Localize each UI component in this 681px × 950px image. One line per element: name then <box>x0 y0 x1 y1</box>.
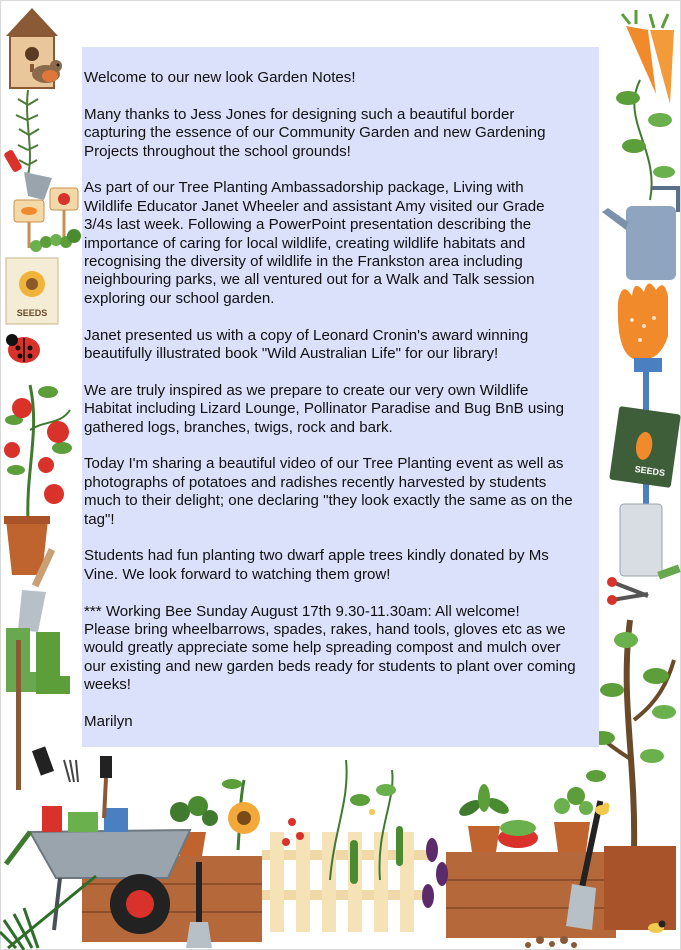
seed-packet-left-label: SEEDS <box>16 308 48 318</box>
tomato-plant-icon <box>4 385 72 575</box>
greeting-paragraph: Welcome to our new look Garden Notes! <box>84 69 356 86</box>
caterpillar-icon <box>30 229 81 252</box>
picket-fence-icon <box>262 832 432 932</box>
carrots-icon <box>622 10 674 104</box>
wildlife-visit-paragraph: As part of our Tree Planting Ambassadorship package, Living with Wildlife Educator Janet Wheeler and assistant Amy visited our Grade 3/4s last week. Following a PowerPoint presentation describing the importance of caring for local wildlife, creating wildlife habitats and recognising the diversity of wildlife in the Frankston area including neighbouring parks, we all ventured out for a Walk and Talk session exploring our school garden. <box>84 179 545 307</box>
seed-packet-right-label: SEEDS <box>634 463 666 479</box>
seed-packet-icon <box>6 258 58 324</box>
rake-icon <box>0 876 96 950</box>
habitat-plans-paragraph: We are truly inspired as we prepare to create our very own Wildlife Habitat including Lizard Lounge, Pollinator Paradise and Bug BnB using gathered logs, branches, twigs, rock and bark. <box>84 381 564 436</box>
ladybug-icon <box>6 334 40 363</box>
shears-icon <box>607 577 648 605</box>
leafy-vine-icon <box>616 80 675 200</box>
garden-fork-icon <box>16 640 21 790</box>
border-thanks-paragraph: Many thanks to Jess Jones for designing such a beautiful border capturing the essence of our Community Garden and new Gardening Projects throughout the school grounds! <box>84 105 546 160</box>
trowel-icon <box>3 149 52 200</box>
working-bee-paragraph: *** Working Bee Sunday August 17th 9.30-11.30am: All welcome! Please bring wheelbarrows, spades, rakes, hand tools, gloves etc as we would greatly appreciate some help spreading compost and mulch over our existing and new garden beds ready for students to plant over coming weeks! <box>84 602 576 694</box>
apple-trees-paragraph: Students had fun planting two dwarf apple trees kindly donated by Ms Vine. We look forward to watching them grow! <box>84 547 549 583</box>
seed-packet-icon <box>609 406 681 488</box>
garden-labels-icon <box>620 504 681 580</box>
signature: Marilyn <box>84 713 133 731</box>
gumboots-icon <box>6 628 70 694</box>
watering-can-icon <box>602 188 678 280</box>
gardening-gloves-icon <box>618 283 668 372</box>
library-book-paragraph: Janet presented us with a copy of Leonard Cronin's award winning beautifully illustrated book "Wild Australian Life" for our library! <box>84 326 529 363</box>
video-harvest-paragraph: Today I'm sharing a beautiful video of our Tree Planting event as well as photographs of potatoes and radishes recently harvested by students much to their delight; one declaring "they look exactly the same as on the tag"! <box>84 455 573 528</box>
garden-notes-panel <box>82 47 599 747</box>
sunflower-icon <box>222 779 260 850</box>
